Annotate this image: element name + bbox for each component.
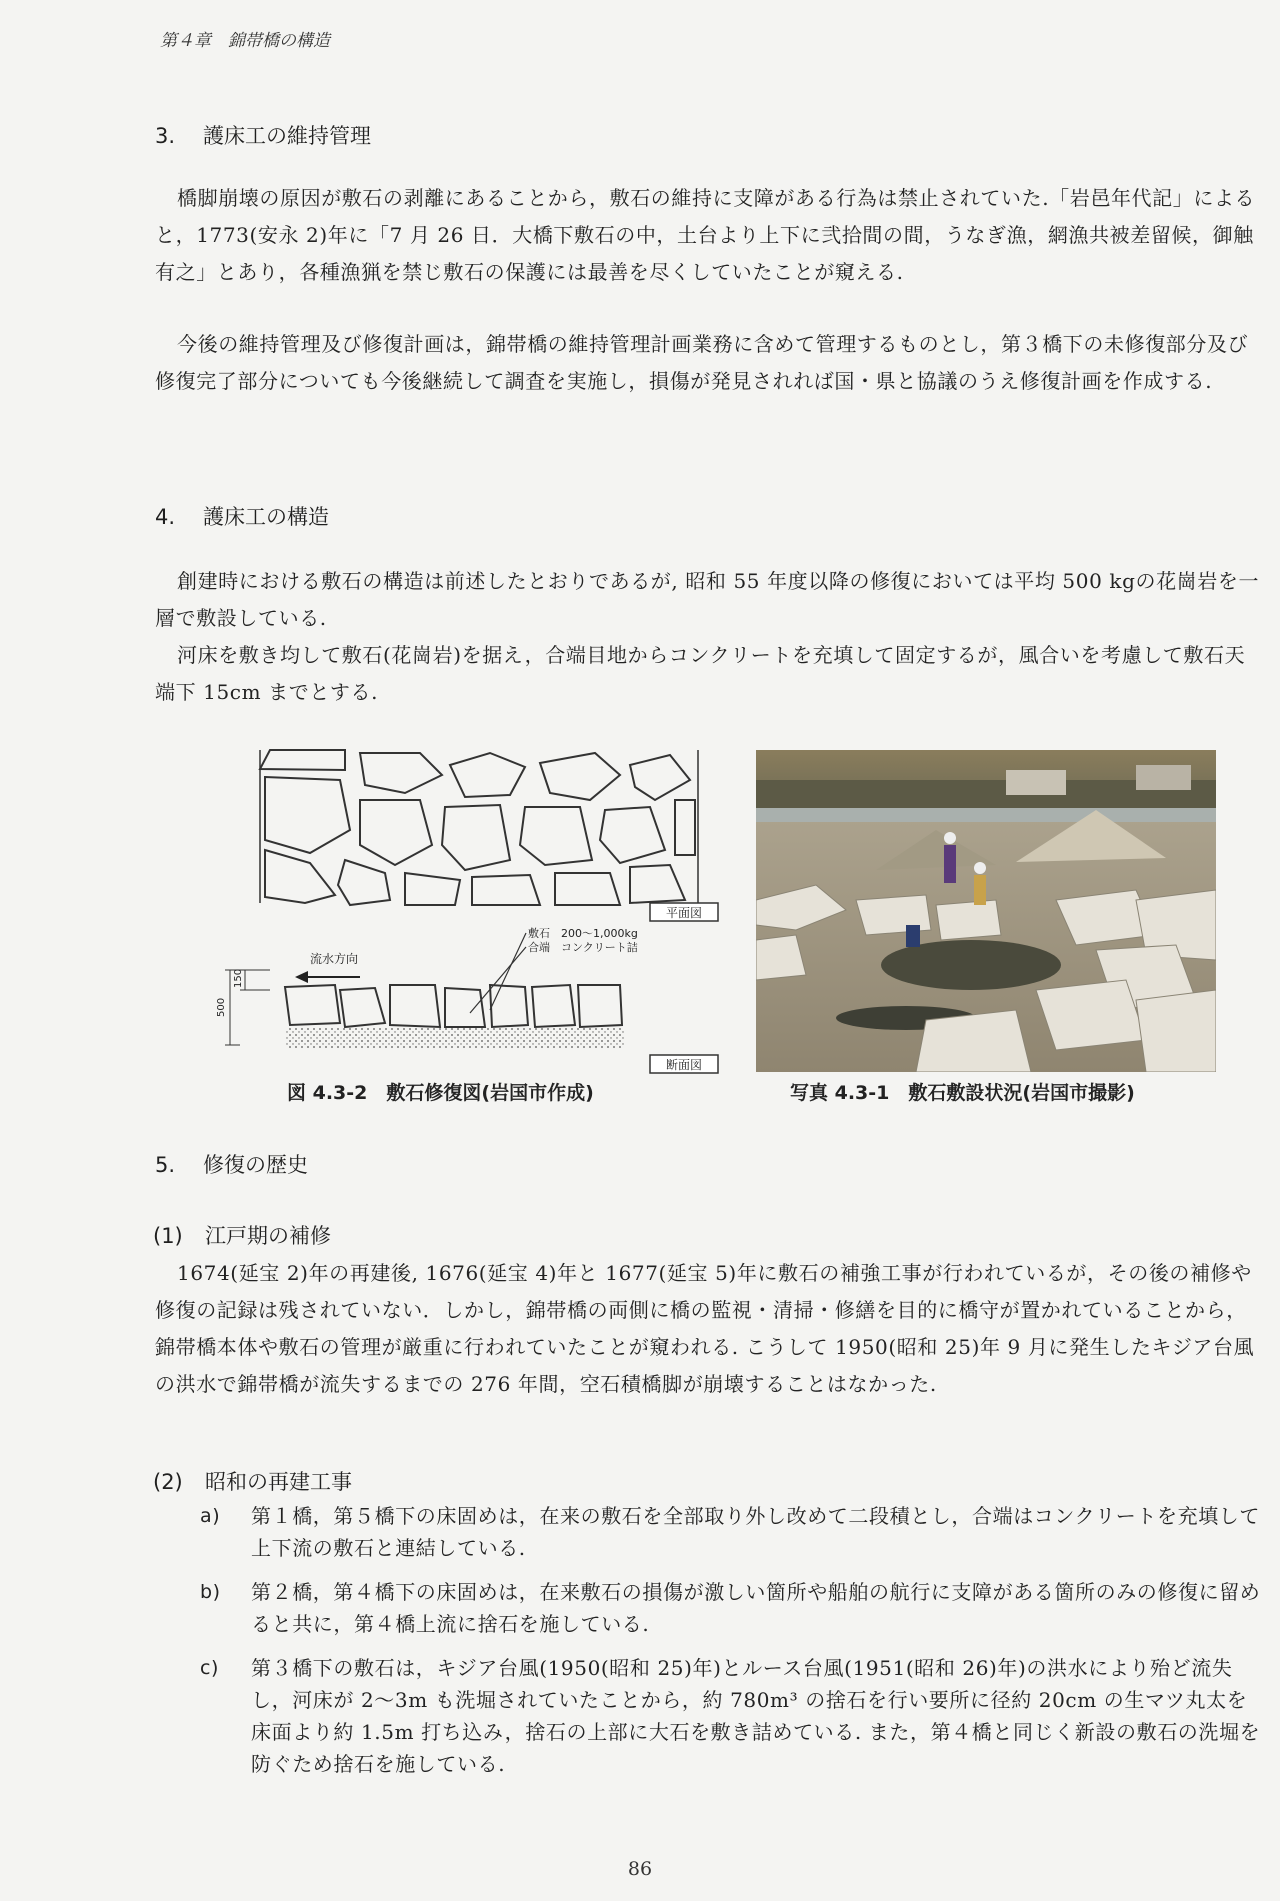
section-4-heading	[155, 501, 329, 531]
stone-restoration-diagram	[210, 745, 730, 1075]
section-4-paragraph-1: 創建時における敷石の構造は前述したとおりであるが, 昭和 55 年度以降の修復においては平均 500 kgの花崗岩を一層で敷設している.	[155, 569, 1260, 630]
list-item	[200, 1576, 1265, 1640]
section-title: 護床工の維持管理	[203, 124, 371, 148]
photo-caption: 写真 4.3-1 敷石敷設状況(岩国市撮影)	[790, 1082, 1135, 1104]
subsection-title: 江戸期の補修	[205, 1224, 331, 1248]
gravel-bed	[285, 1027, 625, 1049]
list-item	[200, 1652, 1265, 1780]
section-number: 3.	[155, 124, 176, 148]
plan-view-stones	[260, 750, 695, 905]
section-3-paragraph-1: 橋脚崩壊の原因が敷石の剥離にあることから，敷石の維持に支障がある行為は禁止されていた.「岩邑年代記」によると，1773(安永 2)年に「7 月 26 日．大橋下敷石の中，土台より上下に弐拾間の間，うなぎ漁，網漁共被差留候，御触有之」とあり，各種漁猟を禁じ敷石の保護には最善を尽くしていたことが窺える.	[155, 186, 1256, 284]
section-title: 護床工の構造	[203, 505, 329, 529]
annotation-joint: 合端 コンクリート詰	[528, 941, 638, 954]
subsection-number: (1)	[153, 1224, 183, 1248]
subsection-title: 昭和の再建工事	[205, 1470, 352, 1494]
plan-label: 平面図	[665, 906, 703, 920]
list-text: 第３橋下の敷石は，キジア台風(1950(昭和 25)年)とルース台風(1951(昭和 26)年)の洪水により殆ど流失し，河床が 2～3m も洗堀されていたことから，約 780m³ の捨石を行い要所に径約 20cm の生マツ丸太を床面より約 1.5m 打ち込み，捨石の上部に大石を敷き詰めている. また，第４橋と同じく新設の敷石の洗堀を防ぐため捨石を施している.	[251, 1656, 1261, 1776]
section-3-heading	[155, 120, 371, 150]
list-text: 第１橋，第５橋下の床固めは，在来の敷石を全部取り外し改めて二段積とし，合端はコンクリートを充填して上下流の敷石と連結している.	[251, 1504, 1260, 1560]
section-label: 断面図	[665, 1058, 703, 1072]
flow-direction-label: 流水方向	[310, 952, 359, 966]
list-marker: b)	[200, 1581, 221, 1603]
section-3-paragraph-2: 今後の維持管理及び修復計画は，錦帯橋の維持管理計画業務に含めて管理するものとし，第３橋下の未修復部分及び修復完了部分についても今後継続して調査を実施し，損傷が発見されれば国・県と協議のうえ修復計画を作成する.	[155, 332, 1249, 393]
running-header: 第４章 錦帯橋の構造	[160, 31, 330, 51]
section-title: 修復の歴史	[203, 1153, 308, 1177]
section-number: 5.	[155, 1153, 176, 1177]
page-number: 86	[627, 1858, 653, 1880]
list-marker: c)	[200, 1657, 220, 1679]
list-item	[200, 1500, 1265, 1564]
dimension-top: 150	[233, 968, 244, 988]
subsection-number: (2)	[153, 1470, 183, 1494]
subsection-2-heading	[153, 1466, 352, 1496]
list-text: 第２橋，第４橋下の床固めは，在来敷石の損傷が激しい箇所や船舶の航行に支障がある箇所のみの修復に留めると共に，第４橋上流に捨石を施している.	[251, 1580, 1261, 1636]
section-5-heading	[155, 1149, 308, 1179]
section-number: 4.	[155, 505, 176, 529]
subsection-1-heading	[153, 1220, 331, 1250]
subsection-1-paragraph: 1674(延宝 2)年の再建後, 1676(延宝 4)年と 1677(延宝 5)年に敷石の補強工事が行われているが，その後の補修や修復の記録は残されていない．しかし，錦帯橋の両側に橋の監視・清掃・修繕を目的に橋守が置かれていることから，錦帯橋本体や敷石の管理が厳重に行われていたことが窺われる. こうして 1950(昭和 25)年 9 月に発生したキジア台風の洪水で錦帯橋が流失するまでの 276 年間，空石積橋脚が崩壊することはなかった.	[155, 1261, 1255, 1396]
list-marker: a)	[200, 1505, 221, 1527]
restoration-list	[200, 1500, 1265, 1792]
annotation-stone: 敷石 200～1,000kg	[528, 927, 638, 940]
section-4-paragraph-2: 河床を敷き均して敷石(花崗岩)を据え，合端目地からコンクリートを充填して固定するが，風合いを考慮して敷石天端下 15cm までとする.	[155, 643, 1246, 704]
figure-caption: 図 4.3-2 敷石修復図(岩国市作成)	[287, 1082, 594, 1104]
section-view-stones	[285, 985, 622, 1027]
dimension-total: 500	[216, 997, 227, 1017]
stone-laying-photo	[756, 750, 1216, 1072]
